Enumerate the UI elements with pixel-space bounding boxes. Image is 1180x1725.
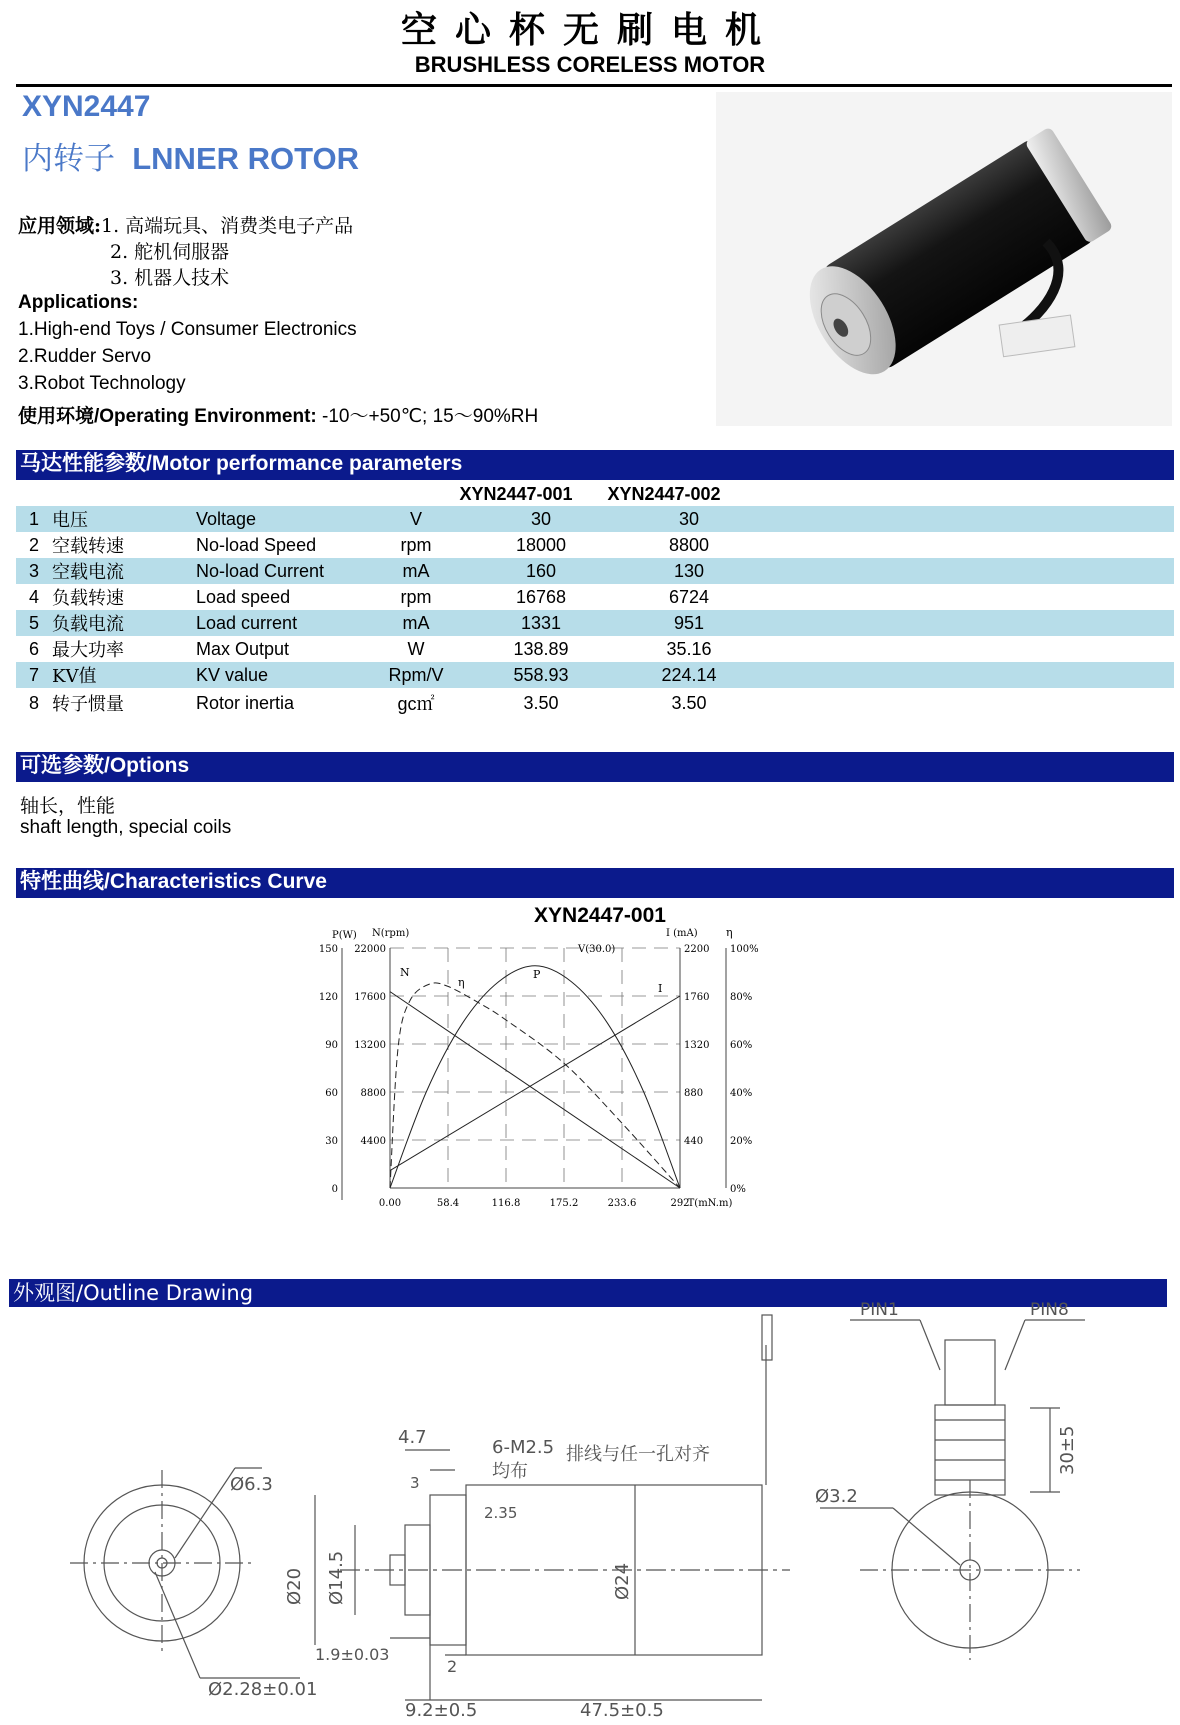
param-name-cn: 负载电流 — [52, 610, 196, 636]
param-unit: gc㎡ — [397, 694, 435, 714]
motor-photo — [716, 92, 1172, 426]
row-filler — [762, 636, 1174, 662]
outline-drawing — [0, 1300, 1180, 1721]
param-name-cn: KV值 — [52, 662, 196, 688]
n-axis-label: N(rpm) — [372, 928, 410, 939]
table-row — [16, 506, 1174, 532]
eta-tick-label: 20% — [730, 1136, 753, 1147]
page-title-en: BRUSHLESS CORELESS MOTOR — [414, 52, 766, 77]
value-002: 30 — [616, 506, 762, 532]
row-number: 4 — [28, 586, 39, 607]
x-tick-label: 58.4 — [436, 1198, 460, 1209]
i-tick-label: 440 — [684, 1136, 704, 1147]
x-axis-label: T(mN.m) — [687, 1198, 733, 1209]
param-name-cn: 转子惯量 — [52, 694, 124, 715]
series-I — [390, 996, 680, 1171]
row-number: 3 — [16, 558, 52, 584]
value-002: 3.50 — [671, 692, 707, 713]
table-row — [16, 584, 1174, 610]
chart-title: XYN2447-001 — [534, 904, 666, 927]
band-underline — [16, 478, 1174, 480]
cable-note: 排线与任一孔对齐 — [566, 1444, 710, 1465]
dim-length-9: 9.2±0.5 — [405, 1700, 478, 1721]
dim-d20: Ø20 — [284, 1567, 305, 1605]
rotor-type-en: LNNER ROTOR — [132, 141, 359, 176]
section-curve: 特性曲线/Characteristics Curve — [16, 868, 1174, 896]
value-002: 8800 — [668, 534, 710, 555]
application-item-en: 1.High-end Toys / Consumer Electronics — [18, 319, 357, 340]
dim-cable-length: 30±5 — [1057, 1425, 1078, 1475]
x-tick-label: 292 — [670, 1198, 690, 1209]
value-001: 558.93 — [466, 662, 616, 688]
series-N — [390, 992, 680, 1188]
dim-thread: 6-M2.5 — [492, 1437, 555, 1458]
n-tick-label: 4400 — [360, 1136, 386, 1147]
i-tick-label: 880 — [684, 1088, 704, 1099]
param-name-cn: 最大功率 — [52, 640, 124, 661]
param-name-en: No-load Current — [196, 558, 366, 584]
application-item-cn: 2. 舵机伺服器 — [110, 241, 230, 263]
eta-tick-label: 80% — [730, 992, 753, 1003]
chart-labels — [319, 926, 759, 1209]
dim-length-3: 3 — [410, 1474, 420, 1492]
row-filler — [762, 584, 1174, 610]
param-name-en: Voltage — [196, 506, 366, 532]
row-number: 7 — [16, 662, 52, 688]
application-item-en: 2.Rudder Servo — [18, 346, 152, 367]
series-eta — [390, 983, 680, 1188]
eta-tick-label: 100% — [730, 944, 759, 955]
model-number: XYN2447 — [22, 90, 151, 123]
table-row — [16, 610, 1174, 636]
column-header: XYN2447-002 — [607, 484, 721, 504]
row-number: 8 — [28, 692, 39, 713]
series-label: P — [533, 968, 541, 981]
section-options: 可选参数/Options — [16, 752, 1174, 780]
param-name-cn: 电压 — [52, 506, 196, 532]
band-underline — [16, 780, 1174, 782]
i-axis-label: I (mA) — [666, 928, 698, 939]
characteristics-chart — [318, 926, 840, 1270]
value-002: 951 — [616, 610, 762, 636]
series-label: I — [658, 982, 663, 995]
param-unit: mA — [366, 610, 466, 636]
rotor-type — [22, 133, 359, 178]
value-001: 138.89 — [513, 638, 569, 659]
param-name-en: Max Output — [196, 638, 290, 659]
n-tick-label: 22000 — [354, 944, 386, 955]
p-tick-label: 120 — [318, 992, 338, 1003]
dim-shaft: Ø6.3 — [230, 1474, 273, 1495]
row-filler — [762, 558, 1174, 584]
p-tick-label: 150 — [318, 944, 338, 955]
p-tick-label: 0 — [331, 1184, 338, 1195]
performance-table — [16, 506, 1174, 718]
param-name-en: Load speed — [196, 586, 291, 607]
value-002: 35.16 — [666, 638, 712, 659]
n-tick-label: 13200 — [354, 1040, 386, 1051]
table-row — [16, 532, 1174, 558]
value-001: 160 — [466, 558, 616, 584]
application-item-cn: 3. 机器人技术 — [110, 267, 230, 289]
eta-axis-label: η — [726, 926, 733, 939]
table-row — [16, 688, 1174, 718]
value-002: 224.14 — [616, 662, 762, 688]
dim-d24: Ø24 — [612, 1562, 633, 1600]
applications-cn — [18, 211, 353, 238]
row-filler — [762, 688, 1174, 718]
param-name-en: KV value — [196, 662, 366, 688]
p-tick-label: 90 — [325, 1040, 338, 1051]
param-name-cn: 负载转速 — [52, 588, 124, 609]
dim-thread-note: 均布 — [492, 1461, 528, 1482]
value-002: 6724 — [668, 586, 710, 607]
dim-hole: Ø2.28±0.01 — [208, 1679, 318, 1700]
param-unit: W — [407, 638, 425, 659]
param-name-cn: 空载电流 — [52, 558, 196, 584]
value-001: 18000 — [515, 534, 567, 555]
p-tick-label: 30 — [325, 1136, 338, 1147]
p-tick-label: 60 — [325, 1088, 338, 1099]
dim-d3: Ø3.2 — [815, 1486, 858, 1507]
param-unit: V — [366, 506, 466, 532]
table-row — [16, 636, 1174, 662]
dim-length-4: 4.7 — [398, 1427, 427, 1448]
page-title-cn: 空心杯无刷电机 — [400, 9, 779, 51]
environment-value: -10～+50℃; 15～90%RH — [322, 406, 539, 427]
operating-environment — [18, 401, 538, 428]
x-tick-label: 175.2 — [549, 1198, 579, 1209]
i-tick-label: 2200 — [684, 944, 710, 955]
x-tick-label: 116.8 — [491, 1198, 521, 1209]
row-number: 5 — [16, 610, 52, 636]
n-tick-label: 17600 — [354, 992, 386, 1003]
section-performance: 马达性能参数/Motor performance parameters — [16, 450, 1174, 478]
p-axis-label: P(W) — [332, 930, 357, 941]
column-header: XYN2447-001 — [459, 484, 573, 504]
dim-d14: Ø14.5 — [326, 1550, 347, 1605]
environment-label: 使用环境/Operating Environment: — [18, 406, 317, 427]
table-row — [16, 662, 1174, 688]
series-P — [390, 966, 680, 1188]
application-item-en: 3.Robot Technology — [18, 373, 186, 394]
pin1-label: PIN1 — [860, 1300, 899, 1320]
param-unit: mA — [366, 558, 466, 584]
table-row — [16, 558, 1174, 584]
param-name-en: Load current — [196, 610, 366, 636]
dim-length-47: 47.5±0.5 — [580, 1700, 664, 1721]
row-filler — [762, 506, 1174, 532]
chart-series — [390, 966, 680, 1188]
param-name-en: No-load Speed — [196, 534, 317, 555]
applications-label-en: Applications: — [18, 292, 139, 313]
pin8-label: PIN8 — [1030, 1300, 1069, 1320]
param-name-en: Rotor inertia — [196, 692, 295, 713]
param-unit: rpm — [400, 586, 432, 607]
x-tick-label: 233.6 — [607, 1198, 637, 1209]
i-tick-label: 1320 — [684, 1040, 710, 1051]
series-label: η — [458, 976, 465, 989]
x-tick-label: 0.00 — [378, 1198, 402, 1209]
dim-length-1: 1.9±0.03 — [315, 1645, 390, 1664]
value-001: 30 — [466, 506, 616, 532]
param-name-cn: 空载转速 — [52, 536, 124, 557]
application-item-cn: 1. 高端玩具、消费类电子产品 — [101, 215, 354, 237]
value-001: 3.50 — [523, 692, 559, 713]
options-en: shaft length, special coils — [20, 817, 232, 838]
row-filler — [762, 532, 1174, 558]
n-tick-label: 8800 — [360, 1088, 386, 1099]
section-outline: 外观图/Outline Drawing — [9, 1279, 1167, 1307]
row-filler — [762, 662, 1174, 688]
value-001: 1331 — [466, 610, 616, 636]
rotor-type-cn: 内转子 — [22, 141, 115, 177]
value-001: 16768 — [515, 586, 567, 607]
series-label: N — [400, 966, 410, 979]
value-002: 130 — [616, 558, 762, 584]
band-underline — [16, 896, 1174, 898]
i-tick-label: 1760 — [684, 992, 710, 1003]
dim-length-2-35: 2.35 — [484, 1504, 518, 1522]
eta-tick-label: 0% — [730, 1184, 746, 1195]
row-number: 1 — [16, 506, 52, 532]
param-unit: Rpm/V — [366, 662, 466, 688]
row-filler — [762, 610, 1174, 636]
param-unit: rpm — [400, 534, 432, 555]
eta-tick-label: 40% — [730, 1088, 753, 1099]
chart-grid — [390, 948, 680, 1188]
row-number: 2 — [28, 534, 39, 555]
voltage-annotation: V(30.0) — [578, 944, 616, 955]
applications-label-cn: 应用领域: — [18, 215, 102, 237]
eta-tick-label: 60% — [730, 1040, 753, 1051]
row-number: 6 — [28, 638, 39, 659]
dim-length-2: 2 — [447, 1657, 458, 1676]
options-cn: 轴长，性能 — [20, 795, 116, 817]
header-rule — [16, 84, 1172, 87]
